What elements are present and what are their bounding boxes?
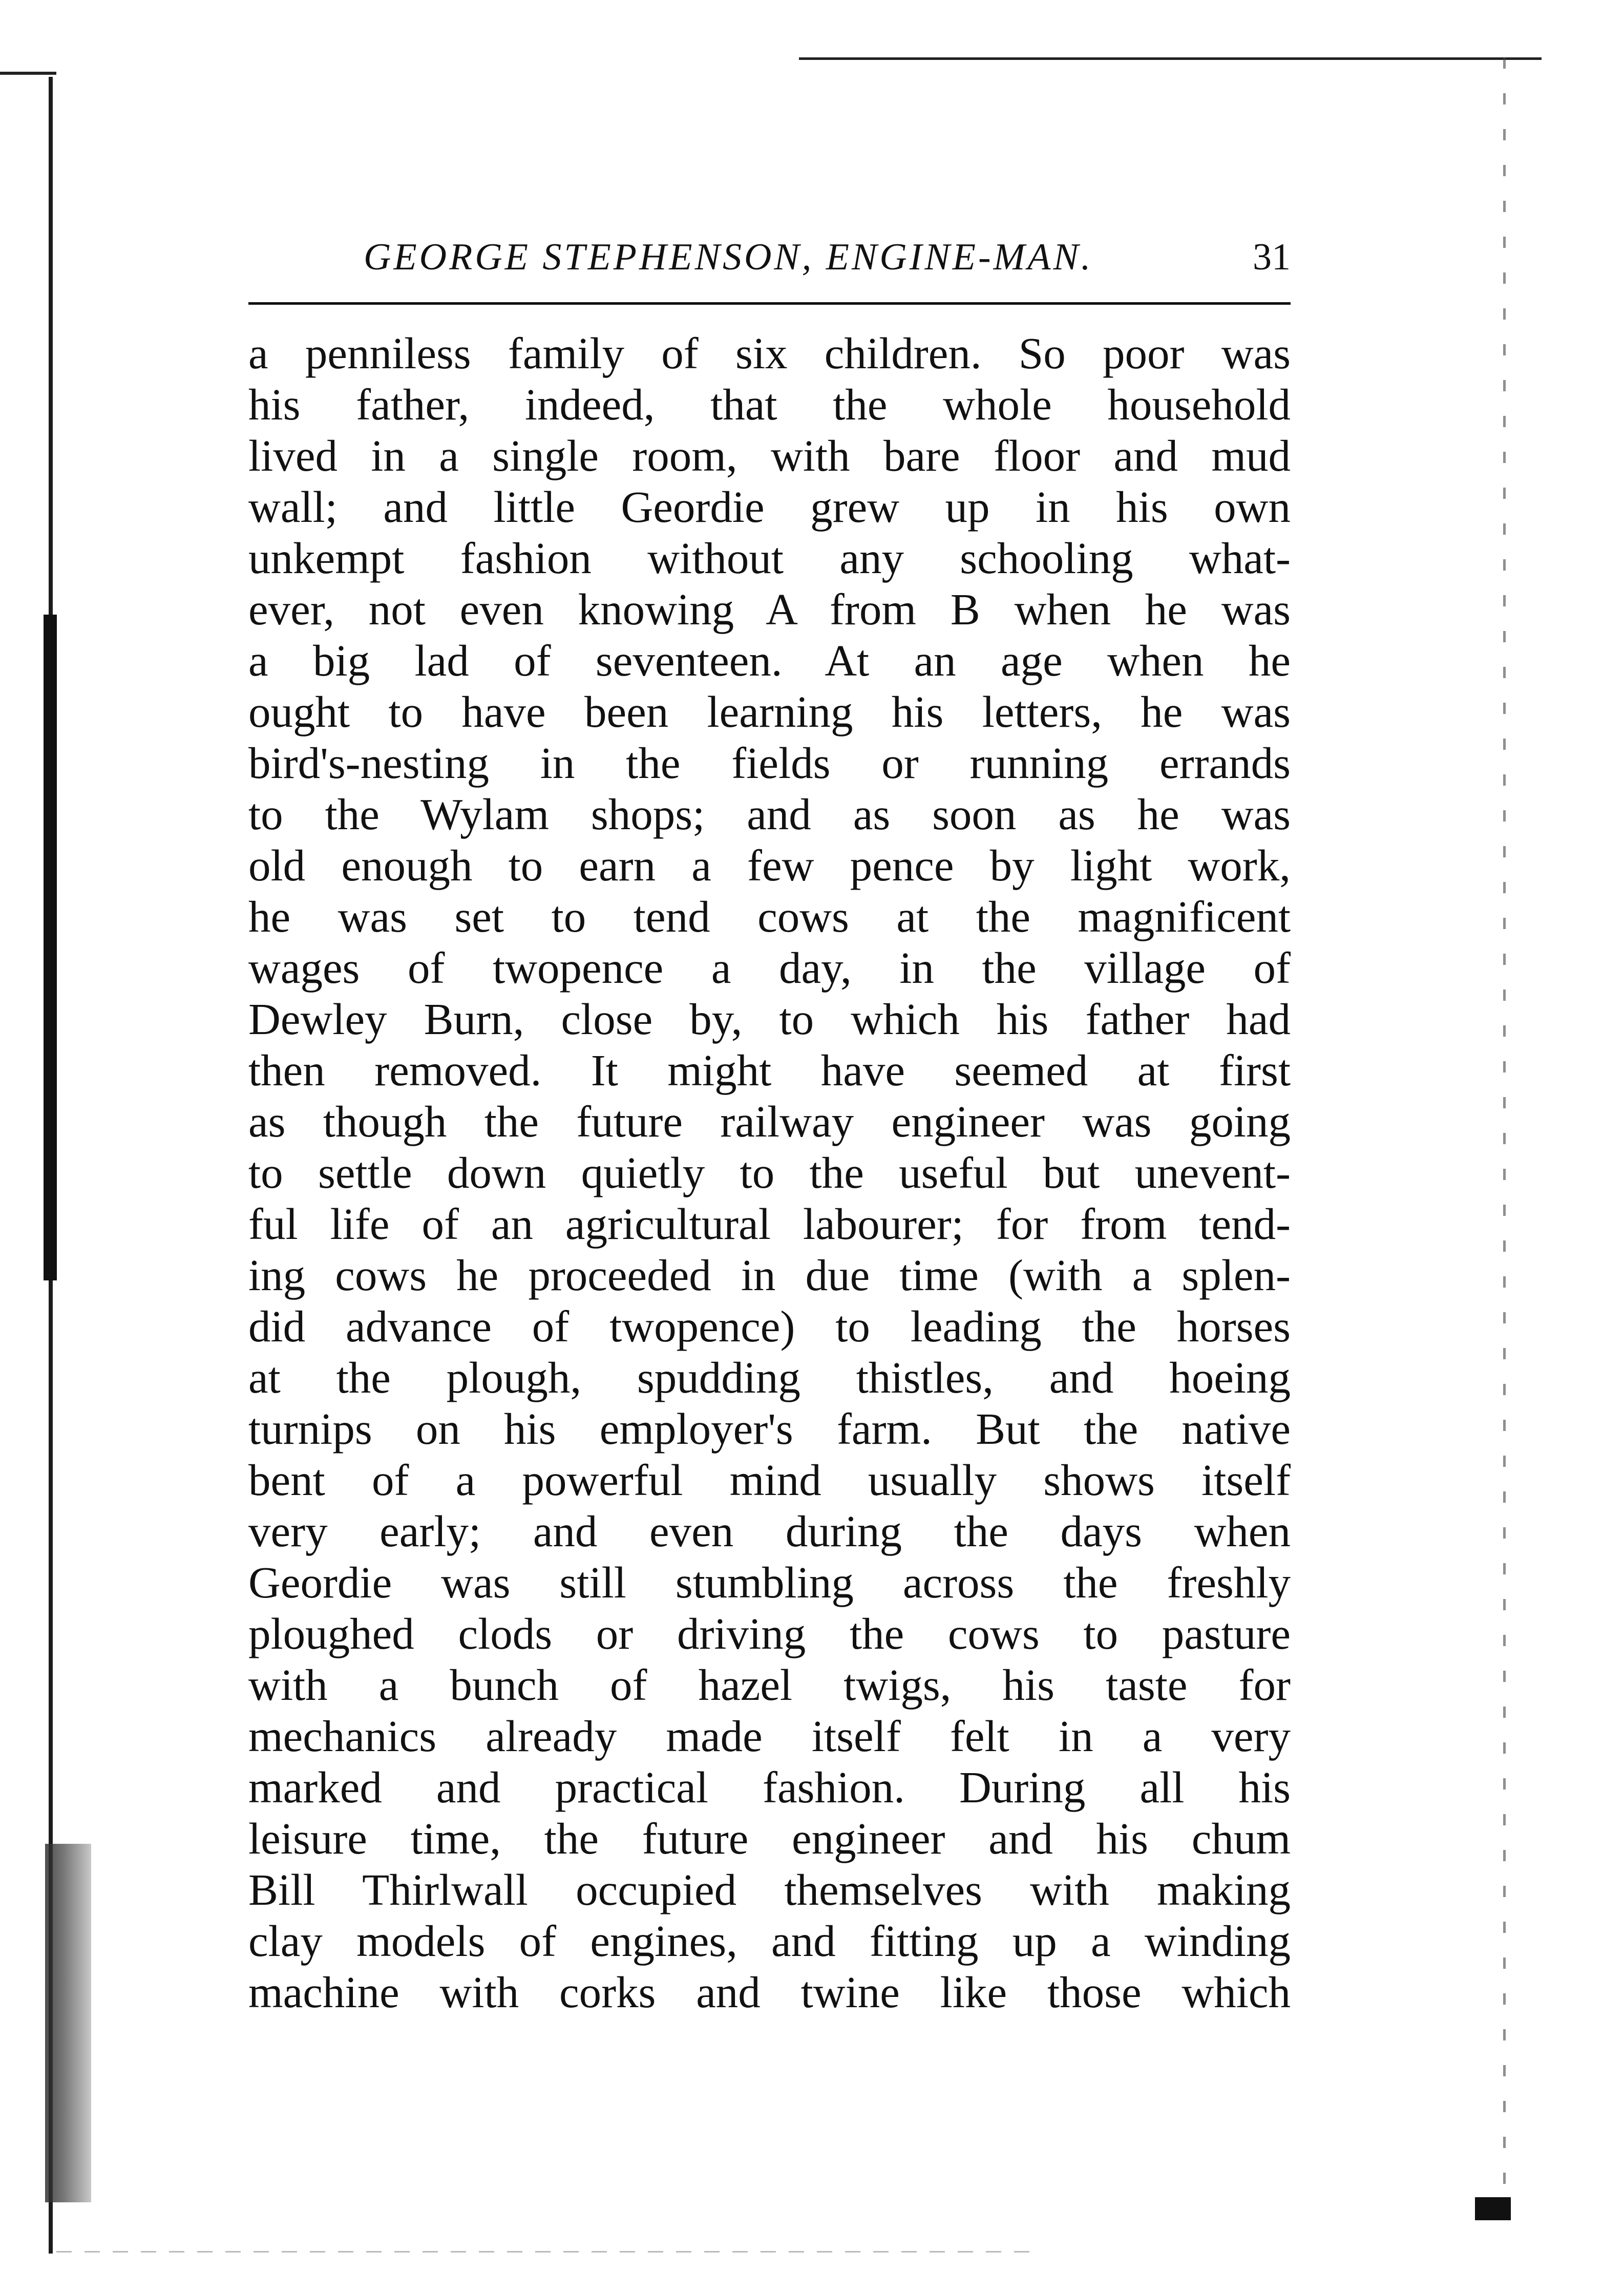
text-line: lived in a single room, with bare floor and mud: [248, 431, 1291, 480]
header-rule: [248, 302, 1291, 305]
text-line: mechanics already made itself felt in a very: [248, 1711, 1291, 1761]
running-title: GEORGE STEPHENSON, ENGINE-MAN.: [364, 236, 1093, 278]
text-line: Dewley Burn, close by, to which his father had: [248, 994, 1291, 1044]
text-line: to settle down quietly to the useful but unevent-: [248, 1148, 1291, 1197]
text-line: ever, not even knowing A from B when he was: [248, 584, 1291, 634]
scan-edge-right-blot: [1475, 2197, 1511, 2220]
scan-edge-left-shadow: [44, 615, 57, 1280]
text-line: as though the future railway engineer was going: [248, 1097, 1291, 1146]
scan-edge-left-blot: [45, 1844, 91, 2202]
text-line: ing cows he proceeded in due time (with a splen-: [248, 1250, 1291, 1300]
text-line: leisure time, the future engineer and his chum: [248, 1814, 1291, 1863]
scan-edge-top-right: [799, 57, 1542, 60]
text-line: bent of a powerful mind usually shows itself: [248, 1455, 1291, 1505]
text-line: ful life of an agricultural labourer; for from tend-: [248, 1199, 1291, 1249]
page-header: [248, 236, 1291, 292]
text-line: a penniless family of six children. So poor was: [248, 328, 1291, 378]
text-line: very early; and even during the days when: [248, 1506, 1291, 1556]
text-line: old enough to earn a few pence by light work,: [248, 840, 1291, 890]
text-line: unkempt fashion without any schooling what-: [248, 533, 1291, 583]
text-line: machine with corks and twine like those which: [248, 1967, 1291, 2017]
text-line: ought to have been learning his letters, he was: [248, 687, 1291, 736]
text-line: wages of twopence a day, in the village of: [248, 943, 1291, 993]
page-number: 31: [1253, 236, 1291, 278]
text-line: a big lad of seventeen. At an age when he: [248, 636, 1291, 685]
text-line: then removed. It might have seemed at first: [248, 1045, 1291, 1095]
scan-edge-bottom: [56, 2251, 1029, 2253]
text-line: to the Wylam shops; and as soon as he was: [248, 789, 1291, 839]
text-line: Geordie was still stumbling across the freshly: [248, 1558, 1291, 1607]
text-line: he was set to tend cows at the magnificent: [248, 892, 1291, 941]
text-line: at the plough, spudding thistles, and hoeing: [248, 1353, 1291, 1402]
text-line: did advance of twopence) to leading the horses: [248, 1301, 1291, 1351]
text-line: bird's-nesting in the fields or running errands: [248, 738, 1291, 788]
text-line: clay models of engines, and fitting up a winding: [248, 1916, 1291, 1966]
body-text: [248, 328, 1291, 2018]
text-line: his father, indeed, that the whole household: [248, 380, 1291, 429]
text-line: turnips on his employer's farm. But the native: [248, 1404, 1291, 1454]
text-line: with a bunch of hazel twigs, his taste for: [248, 1660, 1291, 1710]
text-line: wall; and little Geordie grew up in his own: [248, 482, 1291, 532]
text-line: Bill Thirlwall occupied themselves with making: [248, 1865, 1291, 1914]
scan-edge-right: [1503, 57, 1506, 2224]
scan-edge-top-left: [0, 72, 56, 75]
text-line: marked and practical fashion. During all his: [248, 1762, 1291, 1812]
text-line: ploughed clods or driving the cows to pasture: [248, 1609, 1291, 1658]
